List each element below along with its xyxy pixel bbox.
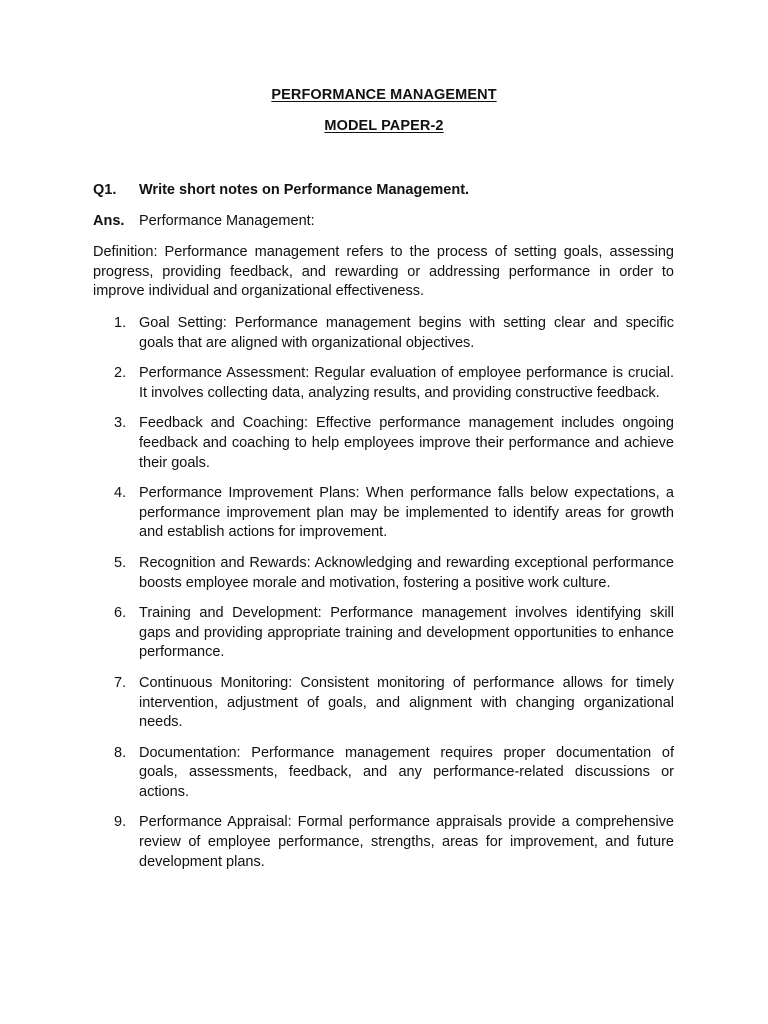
list-item-text: Performance Improvement Plans: When performance falls below expectations, a performance improvement plan may be implemented to identify areas for growth and establish actions for improvement. [139, 485, 674, 541]
list-item-number: 1. [114, 315, 127, 331]
question-label: Q1. [93, 182, 117, 198]
list-item-text: Documentation: Performance management requires proper documentation of goals, assessments, feedback, and any performance-related discussions or actions. [139, 744, 674, 800]
list-item-text: Recognition and Rewards: Acknowledging and rewarding exceptional performance boosts employee morale and motivation, fostering a positive work culture. [139, 554, 674, 591]
list-item-number: 5. [114, 554, 127, 571]
list-item [93, 364, 674, 403]
list-item-text: Continuous Monitoring: Consistent monitoring of performance allows for timely intervention, adjustment of goals, and alignment with changing organizational needs. [139, 674, 674, 731]
answer-label: Ans. [93, 213, 125, 229]
list-item [93, 604, 674, 663]
list-item-number: 3. [114, 415, 127, 432]
points-list [93, 314, 674, 883]
list-item-text: Training and Development: Performance management involves identifying skill gaps and providing appropriate training and development opportunities to enhance performance. [139, 605, 674, 661]
list-item-number: 7. [114, 674, 127, 691]
list-item [93, 674, 674, 733]
list-item-number: 6. [114, 605, 127, 622]
list-item [93, 484, 674, 543]
list-item-number: 2. [114, 365, 127, 382]
list-item-text: Goal Setting: Performance management begins with setting clear and specific goals that are aligned with organizational objectives. [139, 315, 674, 351]
list-item-text: Performance Appraisal: Formal performance appraisals provide a comprehensive review of employee performance, strengths, areas for improvement, and future development plans. [139, 814, 674, 870]
answer-text: Performance Management: [139, 213, 315, 229]
document-title: PERFORMANCE MANAGEMENT [271, 87, 497, 103]
list-item [93, 813, 674, 872]
list-item [93, 414, 674, 473]
list-item [93, 744, 674, 803]
list-item-number: 4. [114, 485, 127, 502]
list-item-text: Performance Assessment: Regular evaluation of employee performance is crucial. It involves collecting data, analyzing results, and providing constructive feedback. [139, 365, 674, 401]
list-item-number: 9. [114, 814, 127, 831]
question-text: Write short notes on Performance Management. [139, 182, 470, 198]
list-item-text: Feedback and Coaching: Effective performance management includes ongoing feedback and coaching to help employees improve their performance and achieve their goals. [139, 415, 674, 471]
definition-paragraph: Definition: Performance management refers to the process of setting goals, assessing progress, providing feedback, and rewarding or addressing performance in order to improve individual and organizational effectiveness. [93, 244, 674, 300]
question-row [93, 181, 683, 201]
list-item [93, 554, 674, 593]
list-item [93, 314, 674, 353]
document-subtitle: MODEL PAPER-2 [324, 118, 444, 134]
answer-row [93, 212, 683, 232]
list-item-number: 8. [114, 744, 127, 761]
